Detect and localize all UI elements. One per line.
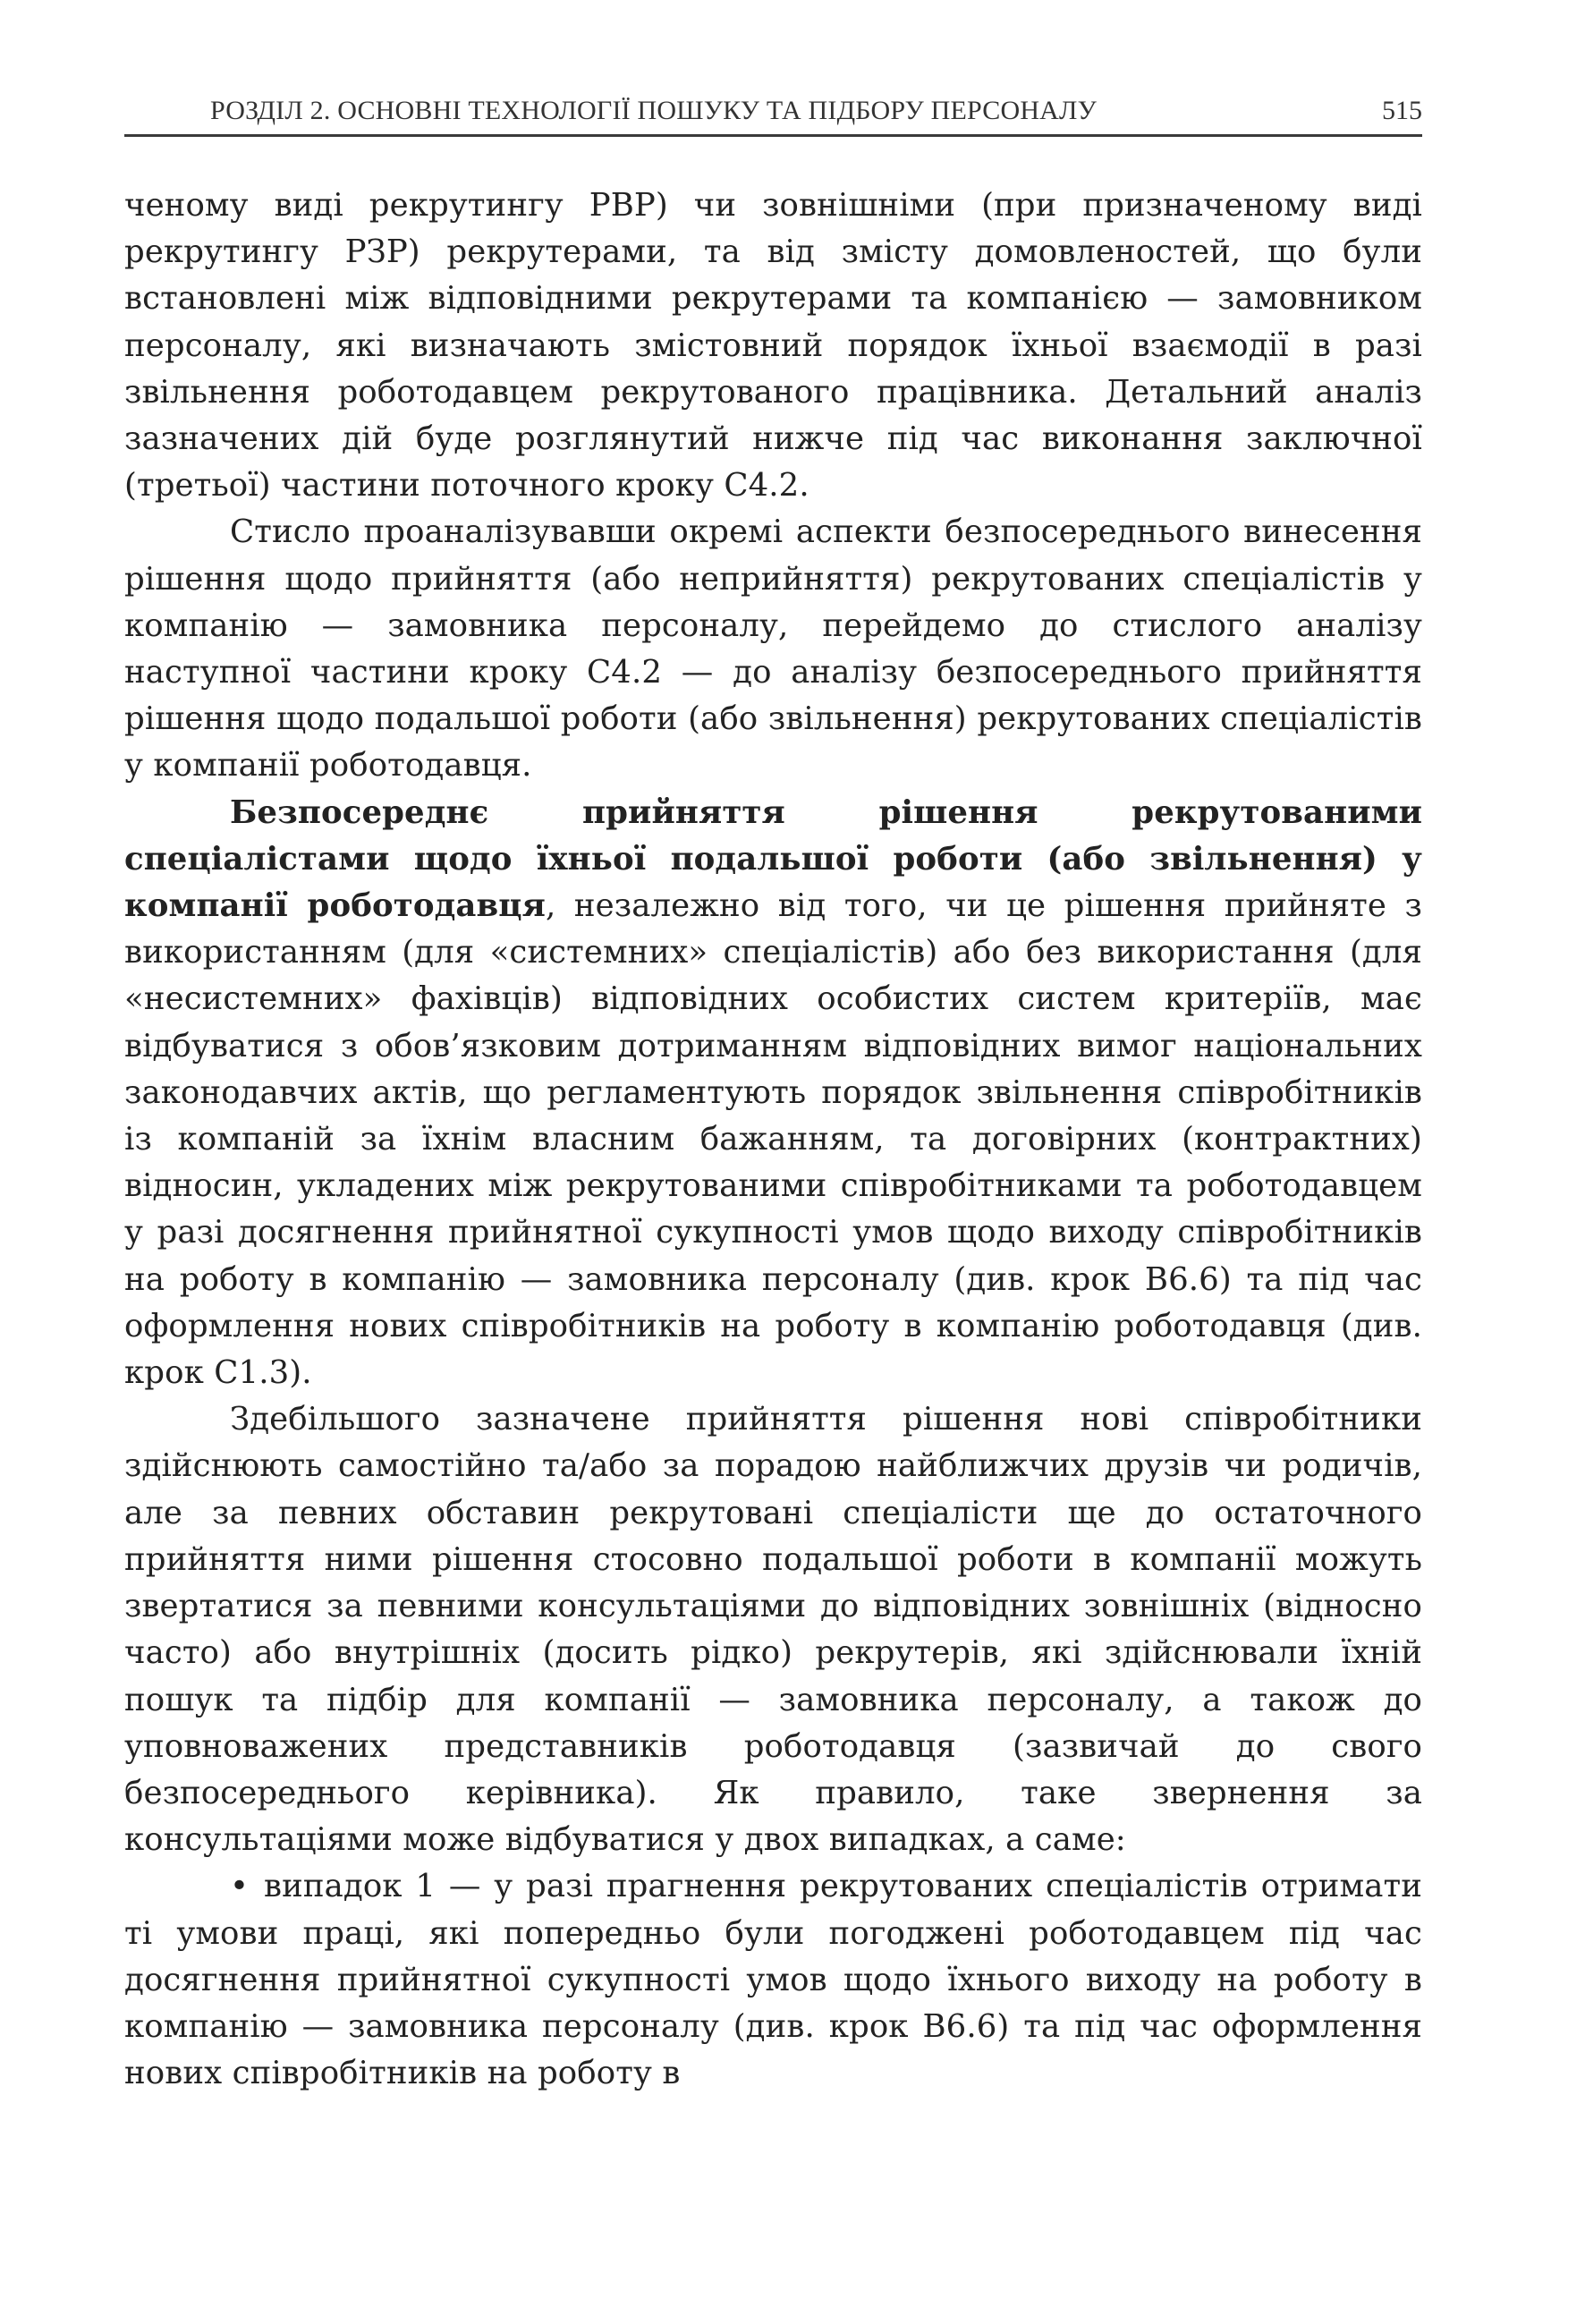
list-item-text: випадок 1 — у разі прагнення рекрутованих спеціалістів отримати ті умови праці, які попередньо були погоджені роботодавцем під час досягнення прийнятної сукупності умов щодо їхнього виходу на роботу в компанію — замовника персоналу (див. крок В6.6) та під час оформлення нових співробітників на роботу в: [124, 1868, 1422, 2092]
paragraph-3-text: , незалежно від того, чи це рішення прийняте з використанням (для «системних» спеціалістів) або без використання (для «несистемних» фахівців) відповідних особистих систем критеріїв, має відбуватися з обов’язковим дотриманням відповідних вимог національних законодавчих актів, що регламентують порядок звільнення співробітників із компаній за їхнім власним бажанням, та договірних (контрактних) відносин, укладених між рекрутованими співробітниками та роботодавцем у разі досягнення прийнятної сукупності умов щодо виходу співробітників на роботу в компанію — замовника персоналу (див. крок В6.6) та під час оформлення нових співробітників на роботу в компанію роботодавця (див. крок С1.3).: [124, 887, 1422, 1392]
bullet-icon: •: [230, 1868, 250, 1905]
paragraph-3: [124, 790, 1422, 1397]
bold-term: Безпосереднє прийняття рішення рекрутованими спеціалістами щодо їхньої подальшої роботи (або звільнення) у компанії роботодавця: [124, 793, 1422, 925]
page-number: 515: [1382, 96, 1422, 125]
chapter-title: РОЗДІЛ 2. ОСНОВНІ ТЕХНОЛОГІЇ ПОШУКУ ТА ПІДБОРУ ПЕРСОНАЛУ: [210, 96, 1098, 125]
running-header: [124, 88, 1422, 137]
paragraph-4: Здебільшого зазначене прийняття рішення нові співробітники здійснюють самостійно та/або за порадою найближчих друзів чи родичів, але за певних обставин рекрутовані спеціалісти ще до остаточного прийняття ними рішення стосовно подальшої роботи в компанії можуть звертатися за певними консультаціями до відповідних зовнішніх (відносно часто) або внутрішніх (досить рідко) рекрутерів, які здійснювали їхній пошук та підбір для компанії — замовника персоналу, а також до уповноважених представників роботодавця (зазвичай до свого безпосереднього керівника). Як правило, таке звернення за консультаціями може відбуватися у двох випадках, а саме:: [124, 1401, 1422, 1859]
paragraph-1: ченому виді рекрутингу РВР) чи зовнішніми (при призначеному виді рекрутингу РЗР) рекрутерами, та від змісту домовленостей, що були встановлені між відповідними рекрутерами та компанією — замовником персоналу, які визначають змістовний порядок їхньої взаємодії в разі звільнення роботодавцем рекрутованого працівника. Детальний аналіз зазначених дій буде розглянутий нижче під час виконання заключної (третьої) частини поточного кроку С4.2.: [124, 187, 1422, 505]
list-item: [124, 1863, 1422, 2097]
paragraph-2: Стисло проаналізувавши окремі аспекти безпосереднього винесення рішення щодо прийняття (або неприйняття) рекрутованих спеціалістів у компанію — замовника персоналу, перейдемо до стислого аналізу наступної частини кроку С4.2 — до аналізу безпосереднього прийняття рішення щодо подальшої роботи (або звільнення) рекрутованих спеціалістів у компанії роботодавця.: [124, 513, 1422, 785]
body-text: [124, 182, 1422, 2097]
